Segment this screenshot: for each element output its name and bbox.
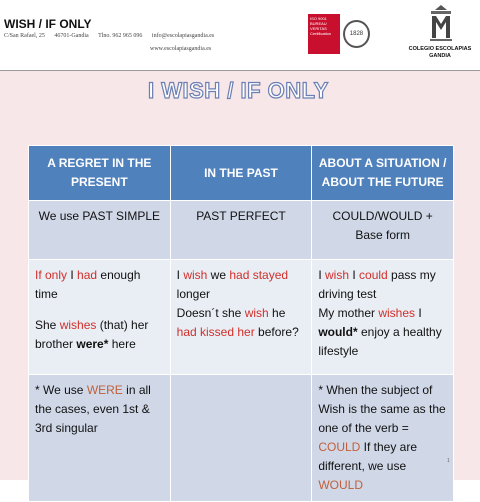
header-situation-future: ABOUT A SITUATION / ABOUT THE FUTURE	[312, 146, 454, 201]
address-street: C/San Rafael, 25	[4, 33, 45, 39]
address-email: info@escolapiasgandia.es	[151, 33, 215, 39]
table-row	[29, 260, 454, 375]
school-name-line1: COLEGIO ESCOLAPIAS	[408, 46, 472, 52]
example-if-only: If only I had enough time	[35, 268, 141, 301]
header-in-the-past: IN THE PAST	[170, 146, 312, 201]
cell-future-examples	[312, 260, 454, 375]
table-row	[29, 201, 454, 260]
cell-past-simple: We use PAST SIMPLE	[29, 201, 171, 260]
example-had-stayed: I wish we had stayed longer	[176, 268, 289, 301]
school-crest-icon	[427, 4, 455, 44]
example-could-pass: I wish I could pass my driving test	[318, 268, 436, 301]
school-name	[400, 46, 480, 60]
school-website: www.escolapiasgandia.es	[150, 46, 212, 52]
bureau-veritas-badge: ISO 9001 BUREAU VERITAS Certification	[308, 14, 340, 54]
cell-past-perfect: PAST PERFECT	[170, 201, 312, 260]
grammar-table	[28, 145, 454, 502]
certification-seal: 1828	[343, 20, 370, 48]
header-regret-present: A REGRET IN THE PRESENT	[29, 146, 171, 201]
example-had-kissed: Doesn´t she wish he had kissed her before?	[176, 306, 299, 339]
cell-note-were: * We use WERE in all the cases, even 1st & 3rd singular	[29, 375, 171, 502]
slide-title: I WISH / IF ONLY	[148, 78, 329, 103]
document-title: WISH / IF ONLY	[4, 17, 92, 31]
school-address	[4, 33, 222, 39]
example-would-enjoy: My mother wishes I would* enjoy a healthy lifestyle	[318, 306, 442, 358]
table-header-row	[29, 146, 454, 201]
page-header	[0, 0, 480, 71]
example-she-wishes: She wishes (that) her brother were* here	[35, 318, 149, 351]
cell-note-could-would: * When the subject of Wish is the same as the one of the verb = COULD If they are different, we use WOULD	[312, 375, 454, 502]
cell-past-examples	[170, 260, 312, 375]
school-name-line2: GANDIA	[429, 53, 451, 59]
cell-empty	[170, 375, 312, 502]
page-number: 1	[447, 458, 450, 464]
table-row	[29, 375, 454, 502]
certification-logo	[308, 14, 370, 54]
address-phone: Tlno. 962 965 096	[98, 33, 143, 39]
address-postal: 46701-Gandia	[54, 33, 89, 39]
cell-could-would: COULD/WOULD + Base form	[312, 201, 454, 260]
cell-present-examples	[29, 260, 171, 375]
